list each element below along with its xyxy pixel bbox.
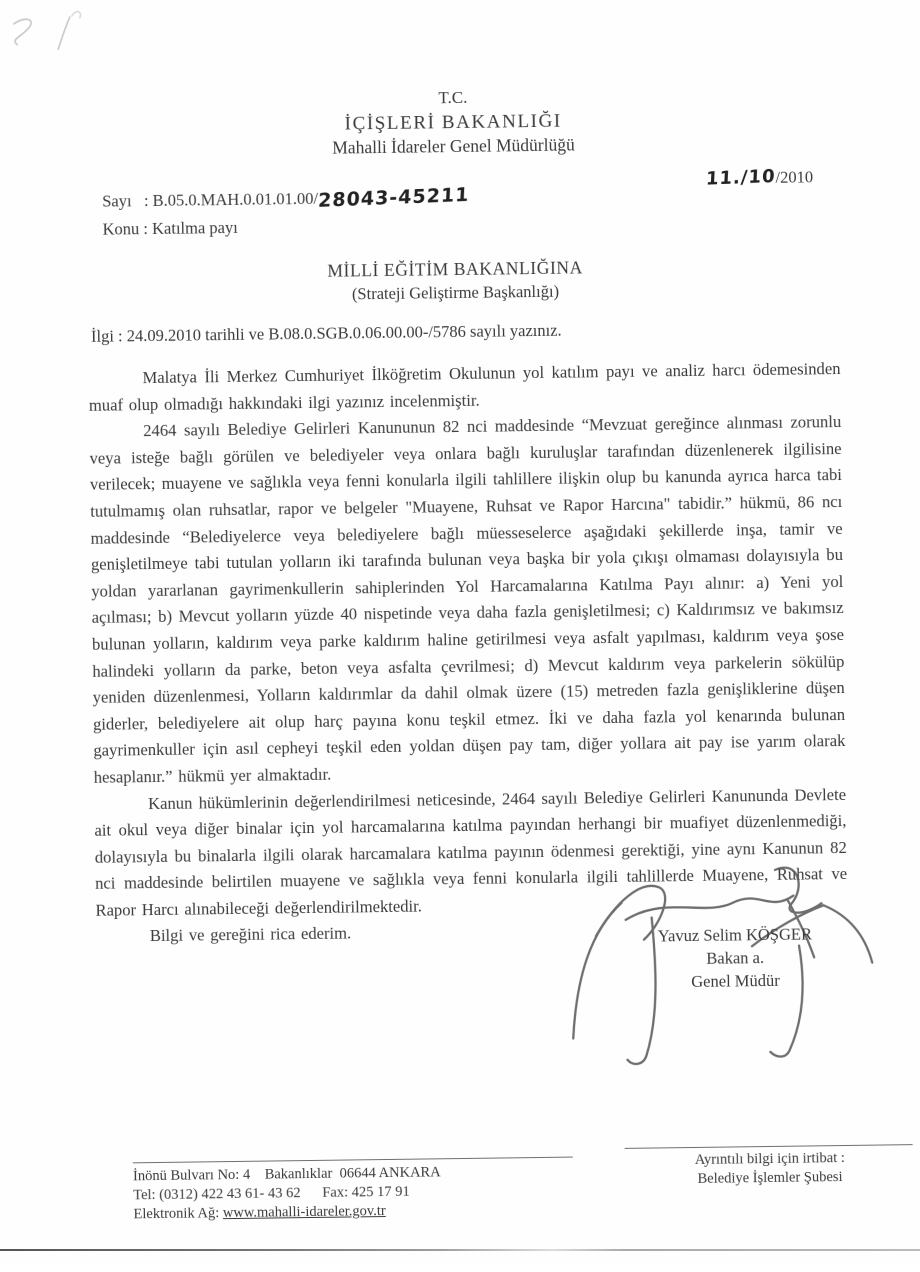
letterhead-state: T.C.	[438, 87, 468, 108]
closing-line: Bilgi ve gereğini rica ederim.	[149, 923, 352, 946]
sayi-handwritten-number: 28043-45211	[317, 183, 470, 212]
reference-line: İlgi : 24.09.2010 tarihli ve B.08.0.SGB.0.06.00.00-/5786 sayılı yazınız.	[90, 320, 562, 346]
sayi-line	[102, 183, 469, 216]
footer-web-url: www.mahalli-idareler.gov.tr	[222, 1203, 386, 1222]
letterhead	[0, 80, 914, 164]
body-paragraph: Malatya İli Merkez Cumhuriyet İlköğretim Okulunun yol katılım payı ve analiz harcı ödemesinden muaf olup olmadığı hakkındaki ilgi yazınız incelenmiştir.	[88, 358, 841, 415]
letterhead-directorate: Mahalli İdareler Genel Müdürlüğü	[332, 134, 575, 158]
recipient-subtitle: (Strateji Geliştirme Başkanlığı)	[351, 281, 560, 304]
sayi-printed-number: Sayı : B.05.0.MAH.0.01.01.00/	[102, 188, 319, 211]
scan-edge-artifact	[0, 1249, 920, 1251]
footer-web-label: Elektronik Ağ:	[133, 1205, 224, 1223]
konu-line: Konu : Katılma payı	[102, 217, 238, 239]
pencil-scribble-mark-icon	[0, 7, 110, 70]
document-meta	[102, 183, 470, 243]
footer-right	[625, 1144, 916, 1190]
letter-body	[88, 356, 848, 951]
signatory-title-2: Genel Müdür	[691, 970, 780, 992]
body-paragraph: 2464 sayılı Belediye Gelirleri Kanununun 82 nci maddesinde “Mevzuat gereğince alınması zorunlu veya isteğe bağlı görülen ve belediyeler veya onlara bağlı kuruluşlar tarafından düzenlenerek ilgilisine verilecek; muayene ve sağlıkla veya fenni konularla ilgili tahlillere ilişkin olup bu kanunda ayrıca harca tabi tutulmamış olan ruhsatlar, rapor ve belgeler "Muayene, Ruhsat ve Rapor Harcına" tabidir.” hükmü, 86 ncı maddesinde “Belediyelerce veya belediyelere bağlı müesseselerce aşağıdaki şekillerde inşa, tamir ve genişletilmeye tabi tutulan yolların iki tarafında bulunan veya başka bir yola çıkışı olmaması dolayısıyla bu yoldan yararlanan gayrimenkullerin sahiplerinden Yol Harcamalarına Katılma Payı alınır: a) Yeni yol açılması; b) Mevcut yolların yüzde 40 nispetinde veya daha fazla genişletilmesi; c) Kaldırımsız ve bakımsız bulunan yolların, kaldırım veya parke kaldırım haline getirilmesi veya asfalt yapılması, kaldırım veya şose halindeki yolların da parke, beton veya asfalta çevrilmesi; d) Mevcut kaldırım veya parkelerin sökülüp yeniden düzenlenmesi, Yolların kaldırımlar da dahil olmak üzere (15) metreden fazla genişliklerine düşen giderler, belediyelere ait olup harç payına konu teşkil etmez. İki ve daha fazla yol kenarında bulunan gayrimenkuller için asıl cepheyi teşkil eden yoldan düşen pay tam, diğer yollara ait pay ise yarım olarak hesaplanır.” hükmü yer almaktadır.	[89, 412, 846, 787]
date-handwritten: 11./10	[705, 165, 777, 190]
footer-left	[133, 1156, 580, 1224]
date-printed-year: /2010	[775, 167, 814, 187]
footer-contact-note: Ayrıntılı bilgi için irtibat :	[694, 1150, 845, 1168]
recipient-title: MİLLİ EĞİTİM BAKANLIĞINA	[327, 257, 583, 281]
footer-address: İnönü Bulvarı No: 4 Bakanlıklar 06644 ANKARA	[132, 1164, 441, 1185]
footer-contact-unit: Belediye İşlemler Şubesi	[697, 1169, 843, 1187]
signatory-name: Yavuz Selim KÖŞGER	[657, 924, 813, 946]
letterhead-ministry: İÇİŞLERİ BAKANLIĞI	[344, 110, 562, 135]
recipient-block	[0, 251, 916, 311]
document-date	[706, 166, 813, 188]
body-paragraph: Kanun hükümlerinin değerlendirilmesi neticesinde, 2464 sayılı Belediye Gelirleri Kanununda Devlete ait okul veya diğer binalar için yol harcamalarına katılma payından herhangi bir muafiyet düzenlenmediği, dolayısıyla bu binalarla ilgili olarak harcamalara katılma payının ödenmesi gerektiği, yine aynı Kanunun 82 nci maddesinde belirtilen muayene ve sağlıkla veya fenni konularla ilgili tahlillerde Muayene, Ruhsat ve Rapor Harcı alınabileceği değerlendirilmektedir.	[94, 784, 848, 920]
footer-phone: Tel: (0312) 422 43 61- 43 62 Fax: 425 17 91	[133, 1183, 410, 1204]
signatory-title-1: Bakan a.	[706, 948, 765, 968]
signature-block	[604, 922, 867, 994]
